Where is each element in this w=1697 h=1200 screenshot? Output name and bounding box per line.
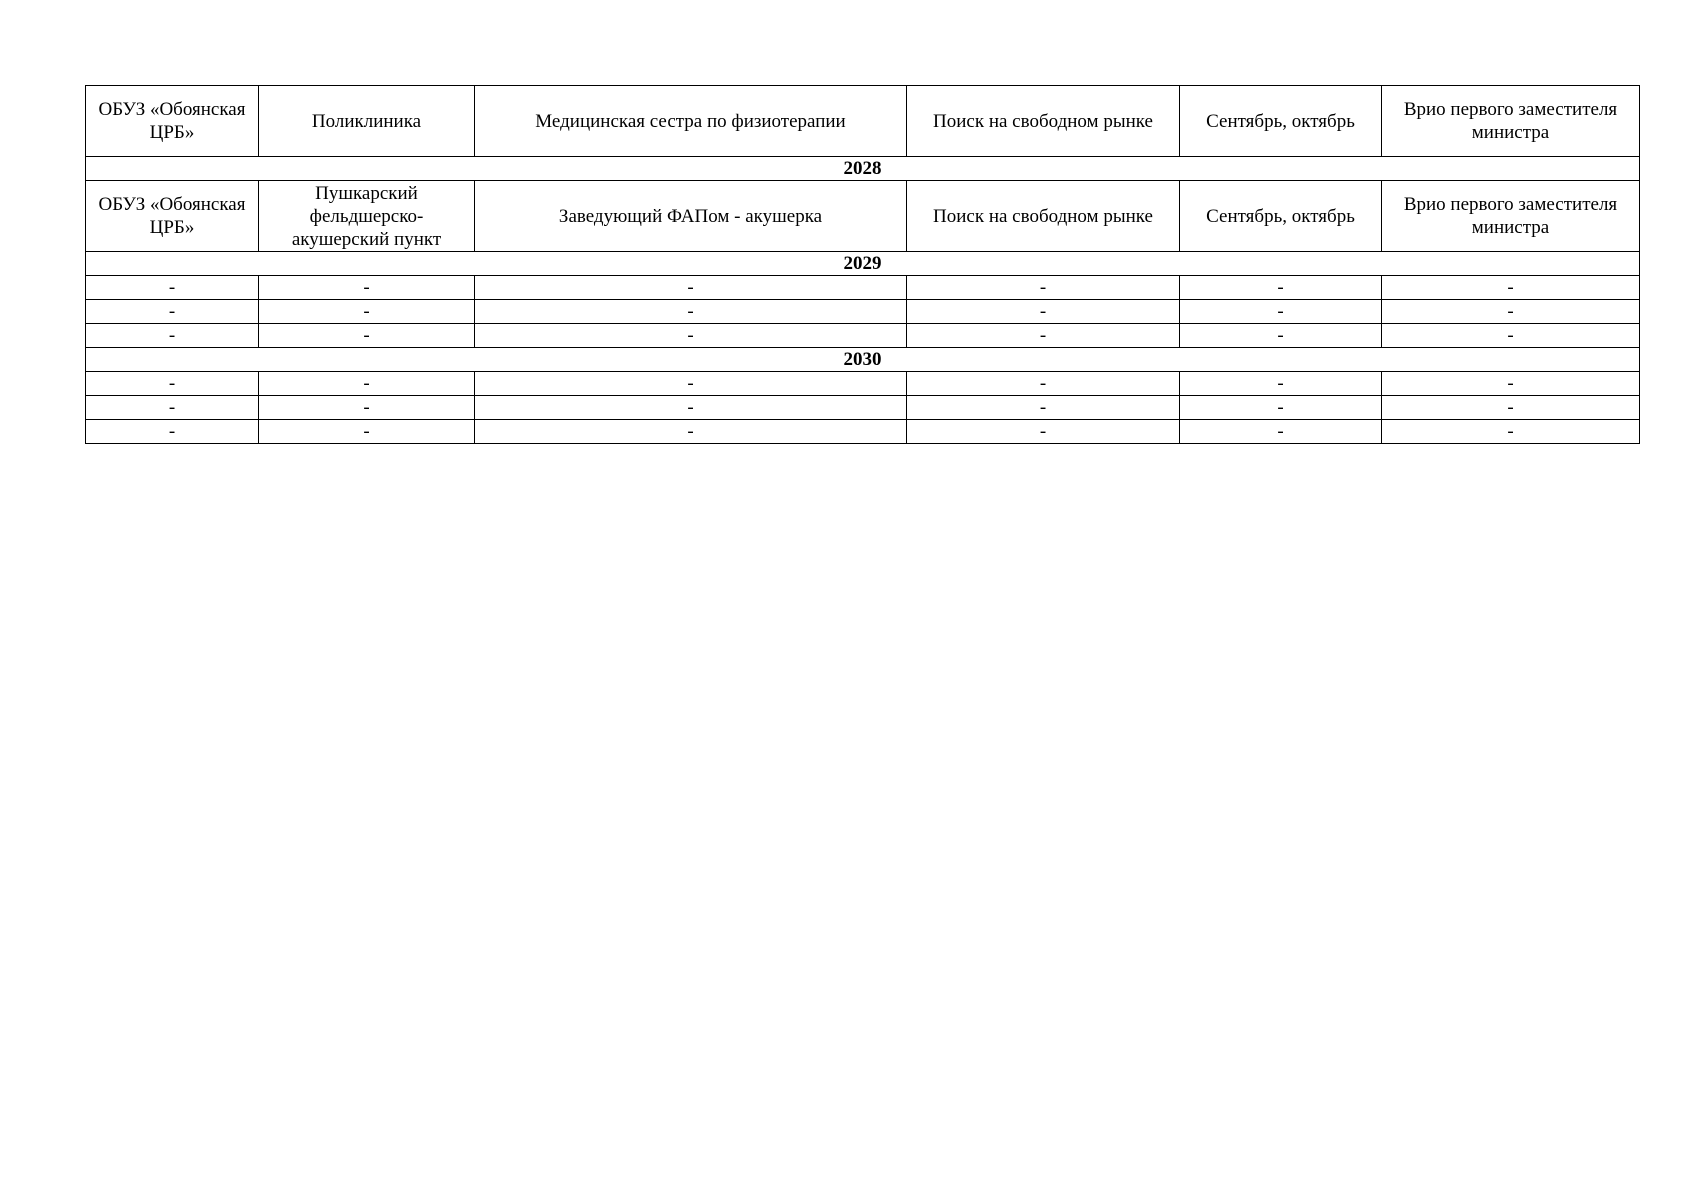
period-cell: - [1180, 324, 1382, 348]
year-heading-row [86, 252, 1640, 276]
year-heading-row [86, 348, 1640, 372]
method-cell: Поиск на свободном рынке [907, 86, 1180, 157]
period-cell: Сентябрь, октябрь [1180, 181, 1382, 252]
responsible-cell: - [1382, 324, 1640, 348]
table-row [86, 276, 1640, 300]
method-cell: Поиск на свободном рынке [907, 181, 1180, 252]
method-cell: - [907, 420, 1180, 444]
table-body [86, 86, 1640, 444]
department-cell: Поликлиника [259, 86, 475, 157]
organization-cell: - [86, 420, 259, 444]
position-cell: - [475, 276, 907, 300]
table-row [86, 181, 1640, 252]
table-row [86, 396, 1640, 420]
responsible-cell: - [1382, 372, 1640, 396]
period-cell: - [1180, 300, 1382, 324]
responsible-cell: - [1382, 276, 1640, 300]
organization-cell: - [86, 276, 259, 300]
period-cell: - [1180, 420, 1382, 444]
position-cell: - [475, 396, 907, 420]
department-cell: - [259, 276, 475, 300]
department-cell: - [259, 420, 475, 444]
organization-cell: - [86, 372, 259, 396]
responsible-cell: - [1382, 300, 1640, 324]
method-cell: - [907, 372, 1180, 396]
department-cell: - [259, 396, 475, 420]
responsible-cell: - [1382, 396, 1640, 420]
department-cell: Пушкарский фельдшерско-акушерский пункт [259, 181, 475, 252]
method-cell: - [907, 324, 1180, 348]
position-cell: - [475, 324, 907, 348]
position-cell: Заведующий ФАПом - акушерка [475, 181, 907, 252]
organization-cell: ОБУЗ «Обоянская ЦРБ» [86, 181, 259, 252]
position-cell: - [475, 372, 907, 396]
period-cell: - [1180, 372, 1382, 396]
period-cell: - [1180, 396, 1382, 420]
position-cell: - [475, 300, 907, 324]
department-cell: - [259, 300, 475, 324]
table-row [86, 324, 1640, 348]
department-cell: - [259, 324, 475, 348]
table-row [86, 420, 1640, 444]
responsible-cell: Врио первого заместителя министра [1382, 181, 1640, 252]
method-cell: - [907, 300, 1180, 324]
position-cell: Медицинская сестра по физиотерапии [475, 86, 907, 157]
year-heading: 2029 [86, 252, 1640, 276]
organization-cell: - [86, 396, 259, 420]
year-heading-row [86, 157, 1640, 181]
department-cell: - [259, 372, 475, 396]
table-row [86, 86, 1640, 157]
table-row [86, 300, 1640, 324]
position-cell: - [475, 420, 907, 444]
organization-cell: - [86, 300, 259, 324]
year-heading: 2028 [86, 157, 1640, 181]
organization-cell: ОБУЗ «Обоянская ЦРБ» [86, 86, 259, 157]
table-row [86, 372, 1640, 396]
staffing-plan-table [85, 85, 1640, 444]
method-cell: - [907, 276, 1180, 300]
method-cell: - [907, 396, 1180, 420]
year-heading: 2030 [86, 348, 1640, 372]
responsible-cell: - [1382, 420, 1640, 444]
period-cell: Сентябрь, октябрь [1180, 86, 1382, 157]
period-cell: - [1180, 276, 1382, 300]
organization-cell: - [86, 324, 259, 348]
responsible-cell: Врио первого заместителя министра [1382, 86, 1640, 157]
